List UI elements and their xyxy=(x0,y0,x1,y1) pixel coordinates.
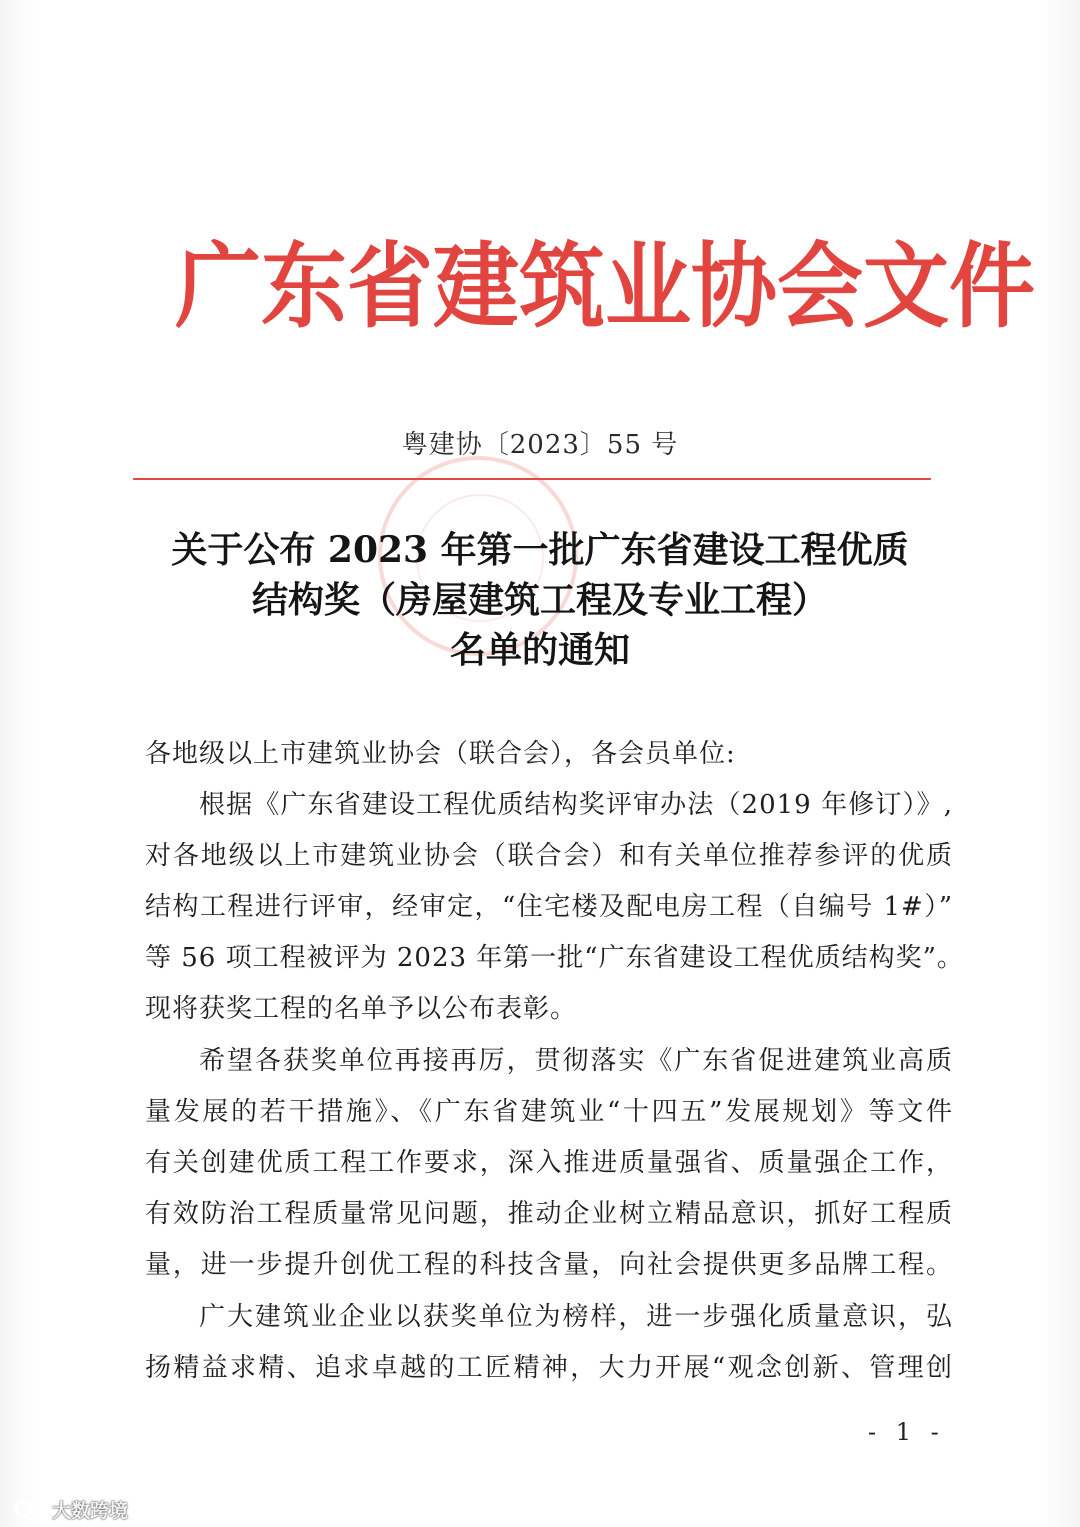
page-number: - 1 - xyxy=(868,1418,945,1446)
document-number: 粤建协〔2023〕55 号 xyxy=(401,430,679,460)
masthead-char: 协 xyxy=(691,232,777,341)
masthead-char: 业 xyxy=(605,232,691,341)
body-paragraph-line: 等 56 项工程被评为 2023 年第一批“广东省建设工程优质结构奖”。 xyxy=(145,943,964,973)
masthead-char: 省 xyxy=(347,232,433,341)
body-paragraph-line: 量发展的若干措施》、《广东省建筑业“十四五”发展规划》等文件 xyxy=(145,1097,953,1127)
masthead-char: 会 xyxy=(777,232,863,341)
masthead-char: 建 xyxy=(433,232,519,341)
body-paragraph-line: 对各地级以上市建筑业协会（联合会）和有关单位推荐参评的优质 xyxy=(145,841,953,871)
masthead-char: 广 xyxy=(175,232,261,341)
body-paragraph-line: 有效防治工程质量常见问题，推动企业树立精品意识，抓好工程质 xyxy=(145,1199,953,1229)
notice-title-line-3: 名单的通知 xyxy=(449,629,630,671)
notice-title-line-1: 关于公布 2023 年第一批广东省建设工程优质 xyxy=(171,529,909,571)
masthead-char: 筑 xyxy=(519,232,605,341)
org-masthead-title xyxy=(175,217,1035,357)
salutation: 各地级以上市建筑业协会（联合会），各会员单位: xyxy=(145,739,736,769)
masthead-char: 文 xyxy=(863,232,949,341)
masthead-char: 东 xyxy=(261,232,347,341)
body-paragraph-line: 结构工程进行评审，经审定，“住宅楼及配电房工程（自编号 1#）” xyxy=(145,892,953,922)
body-paragraph-line: 扬精益求精、追求卓越的工匠精神，大力开展“观念创新、管理创 xyxy=(145,1353,953,1383)
body-paragraph-line: 量，进一步提升创优工程的科技含量，向社会提供更多品牌工程。 xyxy=(145,1250,953,1280)
watermark-logo-icon xyxy=(14,1498,48,1520)
body-paragraph-line: 有关创建优质工程工作要求，深入推进质量强省、质量强企工作， xyxy=(145,1148,953,1178)
red-divider-line xyxy=(133,478,931,480)
body-paragraph-line: 广大建筑业企业以获奖单位为榜样，进一步强化质量意识，弘 xyxy=(199,1302,953,1332)
watermark-text: 大数跨境 xyxy=(52,1499,129,1522)
body-paragraph-line: 根据《广东省建设工程优质结构奖评审办法（2019 年修订）》, xyxy=(199,790,953,820)
masthead-char: 件 xyxy=(949,232,1035,341)
body-paragraph-line: 希望各获奖单位再接再厉，贯彻落实《广东省促进建筑业高质 xyxy=(199,1046,953,1076)
source-watermark xyxy=(14,1494,128,1524)
notice-title-line-2: 结构奖（房屋建筑工程及专业工程） xyxy=(251,579,828,621)
body-paragraph-line: 现将获奖工程的名单予以公布表彰。 xyxy=(145,994,578,1024)
